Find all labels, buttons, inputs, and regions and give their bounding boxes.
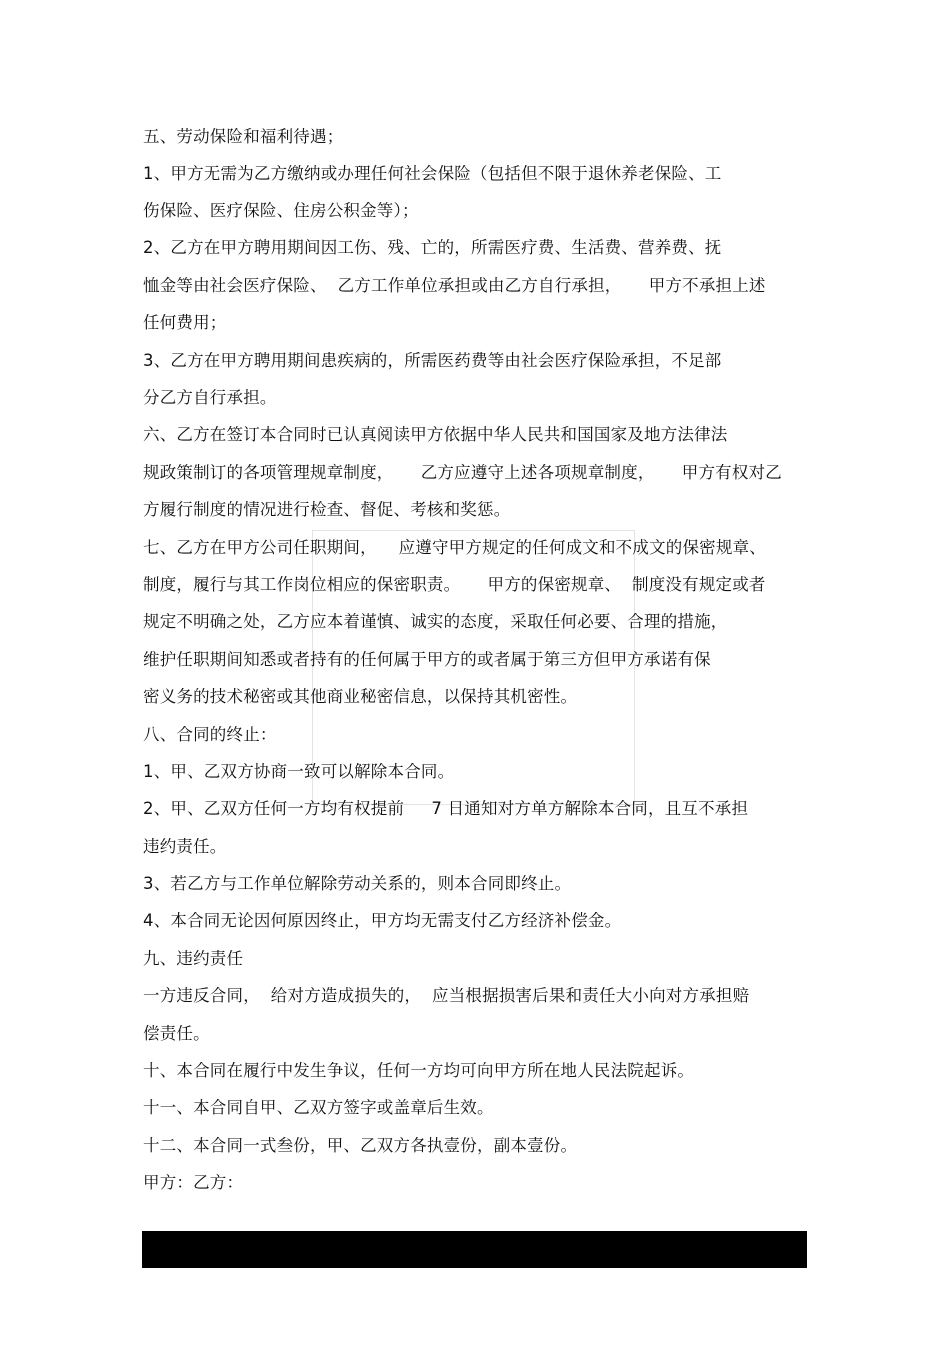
text-line: 维护任职期间知悉或者持有的任何属于甲方的或者属于第三方但甲方承诺有保 [143,650,711,669]
text-line: 1、甲方无需为乙方缴纳或办理任何社会保险（包括但不限于退休养老保险、工 [143,164,722,183]
text-line: 密义务的技术秘密或其他商业秘密信息，以保持其机密性。 [143,687,578,706]
text-line: 伤保险、医疗保险、住房公积金等）； [143,201,419,220]
text-line: 1、甲、乙双方协商一致可以解除本合同。 [143,762,455,781]
text-line: 3、若乙方与工作单位解除劳动关系的，则本合同即终止。 [143,874,572,893]
text-line: 十一、本合同自甲、乙双方签字或盖章后生效。 [143,1098,494,1117]
text-line: 方履行制度的情况进行检查、督促、考核和奖惩。 [143,500,511,519]
text-line: 4、本合同无论因何原因终止，甲方均无需支付乙方经济补偿金。 [143,911,622,930]
text-line: 分乙方自行承担。 [143,388,277,407]
text-line: 一方违反合同， 给对方造成损失的， 应当根据损害后果和责任大小向对方承担赔 [143,986,750,1005]
text-line: 3、乙方在甲方聘用期间患疾病的，所需医药费等由社会医疗保险承担，不足部 [143,351,722,370]
text-line: 十二、本合同一式叁份，甲、乙双方各执壹份，副本壹份。 [143,1136,578,1155]
text-line: 六、乙方在签订本合同时已认真阅读甲方依据中华人民共和国国家及地方法律法 [143,425,728,444]
text-line: 八、合同的终止： [143,725,277,744]
text-line: 规定不明确之处，乙方应本着谨慎、诚实的态度，采取任何必要、合理的措施， [143,612,728,631]
text-line: 规政策制订的各项管理规章制度， 乙方应遵守上述各项规章制度， 甲方有权对乙 [143,463,782,482]
text-line: 十、本合同在履行中发生争议，任何一方均可向甲方所在地人民法院起诉。 [143,1061,695,1080]
text-line: 九、违约责任 [143,949,244,968]
text-line: 违约责任。 [143,837,227,856]
text-line: 七、乙方在甲方公司任职期间， 应遵守甲方规定的任何成文和不成文的保密规章、 [143,538,766,557]
text-line: 五、劳动保险和福利待遇； [143,127,344,146]
text-line: 偿责任。 [143,1024,210,1043]
text-line: 2、甲、乙双方任何一方均有权提前 7 日通知对方单方解除本合同，且互不承担 [143,799,749,818]
text-line: 制度，履行与其工作岗位相应的保密职责。 甲方的保密规章、 制度没有规定或者 [143,575,766,594]
text-line: 甲方：乙方： [143,1173,244,1192]
text-line: 恤金等由社会医疗保险、 乙方工作单位承担或由乙方自行承担， 甲方不承担上述 [143,276,766,295]
redaction-bar [142,1231,807,1268]
text-line: 任何费用； [143,313,227,332]
text-line: 2、乙方在甲方聘用期间因工伤、残、亡的，所需医疗费、生活费、营养费、抚 [143,238,722,257]
